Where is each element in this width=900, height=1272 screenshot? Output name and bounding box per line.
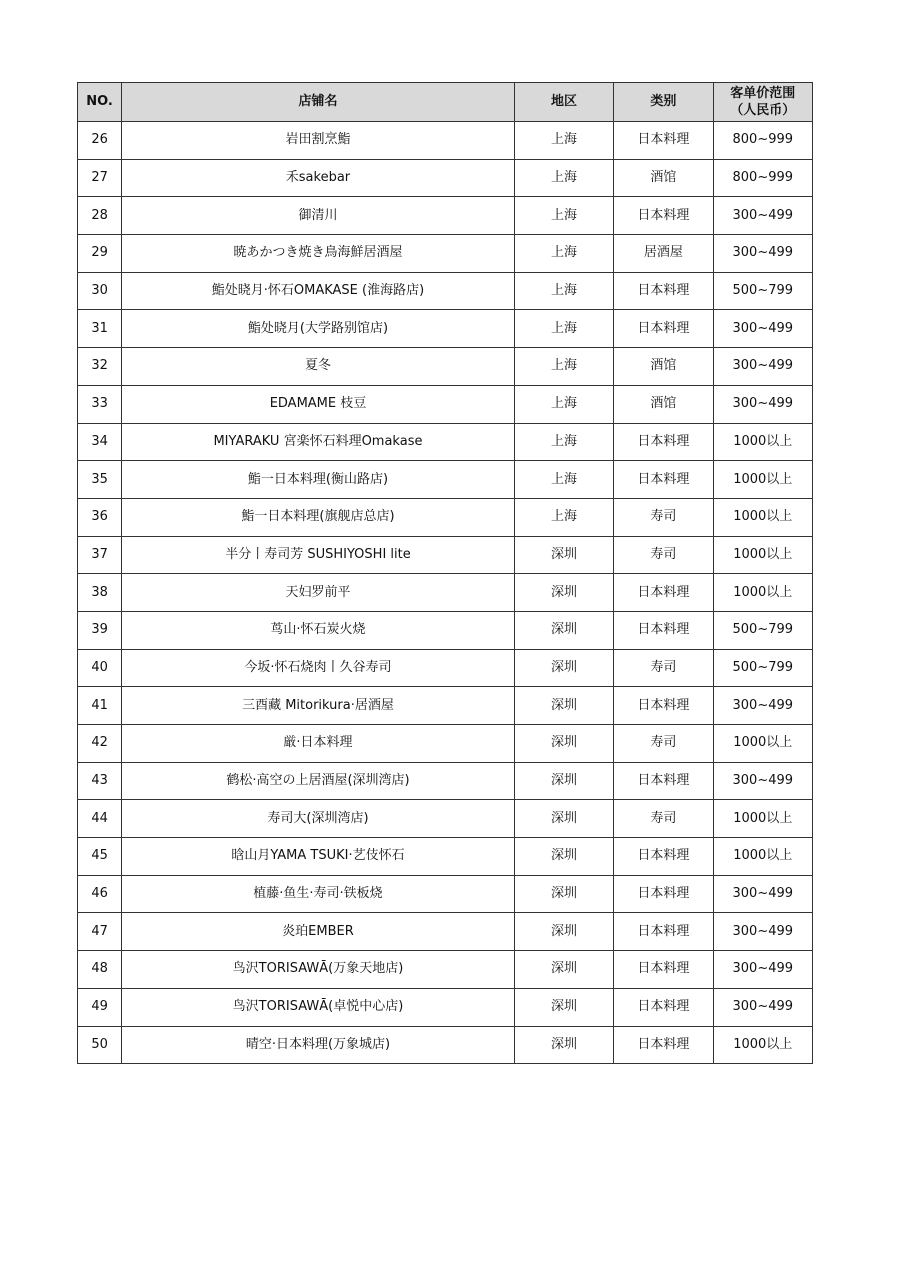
table-row [78, 838, 813, 876]
cell-region: 深圳 [514, 725, 613, 763]
cell-no: 44 [78, 800, 122, 838]
header-name: 店铺名 [122, 83, 515, 122]
cell-price: 1000以上 [713, 725, 812, 763]
cell-category: 寿司 [614, 725, 713, 763]
cell-name: 茑山·怀石炭火烧 [122, 611, 515, 649]
cell-region: 深圳 [514, 536, 613, 574]
header-region: 地区 [514, 83, 613, 122]
table-row [78, 875, 813, 913]
cell-name: 鸟沢TORISAWĀ(卓悦中心店) [122, 988, 515, 1026]
cell-no: 33 [78, 385, 122, 423]
table-row [78, 498, 813, 536]
header-price-line2: （人民币） [730, 103, 796, 118]
cell-no: 46 [78, 875, 122, 913]
cell-region: 上海 [514, 122, 613, 160]
cell-category: 日本料理 [614, 272, 713, 310]
cell-category: 居酒屋 [614, 235, 713, 273]
table-row [78, 762, 813, 800]
table-row [78, 272, 813, 310]
cell-no: 31 [78, 310, 122, 348]
cell-name: MIYARAKU 宮楽怀石料理Omakase [122, 423, 515, 461]
cell-region: 上海 [514, 348, 613, 386]
cell-price: 500~799 [713, 649, 812, 687]
cell-no: 26 [78, 122, 122, 160]
cell-price: 300~499 [713, 875, 812, 913]
cell-category: 日本料理 [614, 762, 713, 800]
cell-no: 35 [78, 461, 122, 499]
cell-name: 鮨一日本料理(旗舰店总店) [122, 498, 515, 536]
cell-region: 深圳 [514, 951, 613, 989]
cell-name: 鹤松·高空の上居酒屋(深圳湾店) [122, 762, 515, 800]
table-row [78, 988, 813, 1026]
cell-region: 上海 [514, 272, 613, 310]
table-row [78, 1026, 813, 1064]
table-row [78, 122, 813, 160]
cell-category: 寿司 [614, 649, 713, 687]
cell-name: 鸟沢TORISAWĀ(万象天地店) [122, 951, 515, 989]
cell-price: 800~999 [713, 122, 812, 160]
cell-category: 日本料理 [614, 461, 713, 499]
cell-name: 鮨处晓月(大学路别馆店) [122, 310, 515, 348]
table-row [78, 649, 813, 687]
cell-name: 禾sakebar [122, 159, 515, 197]
cell-region: 深圳 [514, 611, 613, 649]
cell-name: 天妇罗前平 [122, 574, 515, 612]
cell-price: 300~499 [713, 988, 812, 1026]
table-row [78, 385, 813, 423]
cell-name: 半分丨寿司芳 SUSHIYOSHI lite [122, 536, 515, 574]
cell-no: 39 [78, 611, 122, 649]
cell-category: 酒馆 [614, 348, 713, 386]
cell-name: 三酉藏 Mitorikura·居酒屋 [122, 687, 515, 725]
cell-region: 上海 [514, 385, 613, 423]
cell-price: 1000以上 [713, 423, 812, 461]
table-row [78, 611, 813, 649]
table-row [78, 461, 813, 499]
cell-no: 32 [78, 348, 122, 386]
cell-category: 酒馆 [614, 159, 713, 197]
table-row [78, 913, 813, 951]
cell-category: 日本料理 [614, 988, 713, 1026]
cell-region: 深圳 [514, 574, 613, 612]
cell-price: 1000以上 [713, 800, 812, 838]
cell-name: 晗山月YAMA TSUKI·艺伎怀石 [122, 838, 515, 876]
header-no: NO. [78, 83, 122, 122]
restaurant-table [77, 82, 813, 1064]
cell-no: 38 [78, 574, 122, 612]
cell-name: 炎珀EMBER [122, 913, 515, 951]
table-row [78, 423, 813, 461]
cell-name: 晴空·日本料理(万象城店) [122, 1026, 515, 1064]
cell-category: 日本料理 [614, 310, 713, 348]
table-row [78, 687, 813, 725]
table-row [78, 574, 813, 612]
cell-region: 深圳 [514, 649, 613, 687]
header-price [713, 83, 812, 122]
cell-category: 日本料理 [614, 1026, 713, 1064]
table-row [78, 725, 813, 763]
cell-category: 日本料理 [614, 611, 713, 649]
cell-no: 48 [78, 951, 122, 989]
cell-category: 寿司 [614, 536, 713, 574]
cell-region: 深圳 [514, 762, 613, 800]
cell-no: 29 [78, 235, 122, 273]
cell-no: 49 [78, 988, 122, 1026]
cell-region: 上海 [514, 197, 613, 235]
cell-region: 深圳 [514, 800, 613, 838]
cell-name: 岩田割烹鮨 [122, 122, 515, 160]
cell-price: 300~499 [713, 348, 812, 386]
cell-no: 40 [78, 649, 122, 687]
table-row [78, 348, 813, 386]
table-row [78, 235, 813, 273]
cell-region: 深圳 [514, 988, 613, 1026]
table-row [78, 310, 813, 348]
cell-region: 上海 [514, 423, 613, 461]
cell-no: 27 [78, 159, 122, 197]
cell-name: EDAMAME 枝豆 [122, 385, 515, 423]
table-row [78, 159, 813, 197]
cell-category: 酒馆 [614, 385, 713, 423]
cell-region: 深圳 [514, 838, 613, 876]
cell-name: 寿司大(深圳湾店) [122, 800, 515, 838]
cell-price: 300~499 [713, 235, 812, 273]
cell-price: 800~999 [713, 159, 812, 197]
cell-no: 50 [78, 1026, 122, 1064]
cell-price: 1000以上 [713, 536, 812, 574]
cell-category: 日本料理 [614, 122, 713, 160]
cell-category: 日本料理 [614, 838, 713, 876]
cell-category: 寿司 [614, 800, 713, 838]
table-row [78, 536, 813, 574]
header-price-line1: 客单价范围 [730, 86, 796, 101]
cell-name: 厳·日本料理 [122, 725, 515, 763]
cell-price: 300~499 [713, 310, 812, 348]
cell-name: 鮨一日本料理(衡山路店) [122, 461, 515, 499]
cell-no: 37 [78, 536, 122, 574]
cell-name: 御清川 [122, 197, 515, 235]
cell-price: 1000以上 [713, 838, 812, 876]
cell-no: 43 [78, 762, 122, 800]
table-row [78, 197, 813, 235]
cell-region: 上海 [514, 235, 613, 273]
cell-no: 34 [78, 423, 122, 461]
cell-price: 300~499 [713, 951, 812, 989]
cell-no: 45 [78, 838, 122, 876]
cell-region: 深圳 [514, 913, 613, 951]
cell-category: 日本料理 [614, 574, 713, 612]
cell-name: 今坂·怀石烧肉丨久谷寿司 [122, 649, 515, 687]
header-category: 类别 [614, 83, 713, 122]
cell-price: 1000以上 [713, 461, 812, 499]
cell-region: 上海 [514, 461, 613, 499]
cell-price: 300~499 [713, 197, 812, 235]
table-row [78, 951, 813, 989]
table-row [78, 800, 813, 838]
cell-name: 夏冬 [122, 348, 515, 386]
cell-price: 300~499 [713, 385, 812, 423]
cell-price: 500~799 [713, 272, 812, 310]
cell-category: 日本料理 [614, 197, 713, 235]
cell-no: 41 [78, 687, 122, 725]
cell-category: 日本料理 [614, 951, 713, 989]
cell-region: 深圳 [514, 687, 613, 725]
cell-region: 深圳 [514, 1026, 613, 1064]
cell-name: 鮨处晓月·怀石OMAKASE (淮海路店) [122, 272, 515, 310]
cell-category: 日本料理 [614, 423, 713, 461]
cell-price: 300~499 [713, 762, 812, 800]
cell-no: 42 [78, 725, 122, 763]
cell-name: 植藤·鱼生·寿司·铁板烧 [122, 875, 515, 913]
table-header [78, 83, 813, 122]
cell-price: 1000以上 [713, 574, 812, 612]
cell-no: 28 [78, 197, 122, 235]
cell-price: 300~499 [713, 913, 812, 951]
cell-region: 上海 [514, 498, 613, 536]
cell-category: 日本料理 [614, 687, 713, 725]
cell-name: 暁あかつき焼き鳥海鮮居酒屋 [122, 235, 515, 273]
cell-no: 36 [78, 498, 122, 536]
cell-region: 上海 [514, 310, 613, 348]
cell-price: 300~499 [713, 687, 812, 725]
header-row [78, 83, 813, 122]
cell-category: 日本料理 [614, 875, 713, 913]
cell-no: 47 [78, 913, 122, 951]
cell-price: 1000以上 [713, 498, 812, 536]
cell-category: 寿司 [614, 498, 713, 536]
cell-price: 500~799 [713, 611, 812, 649]
cell-no: 30 [78, 272, 122, 310]
cell-region: 深圳 [514, 875, 613, 913]
table-body [78, 122, 813, 1064]
cell-price: 1000以上 [713, 1026, 812, 1064]
cell-category: 日本料理 [614, 913, 713, 951]
cell-region: 上海 [514, 159, 613, 197]
